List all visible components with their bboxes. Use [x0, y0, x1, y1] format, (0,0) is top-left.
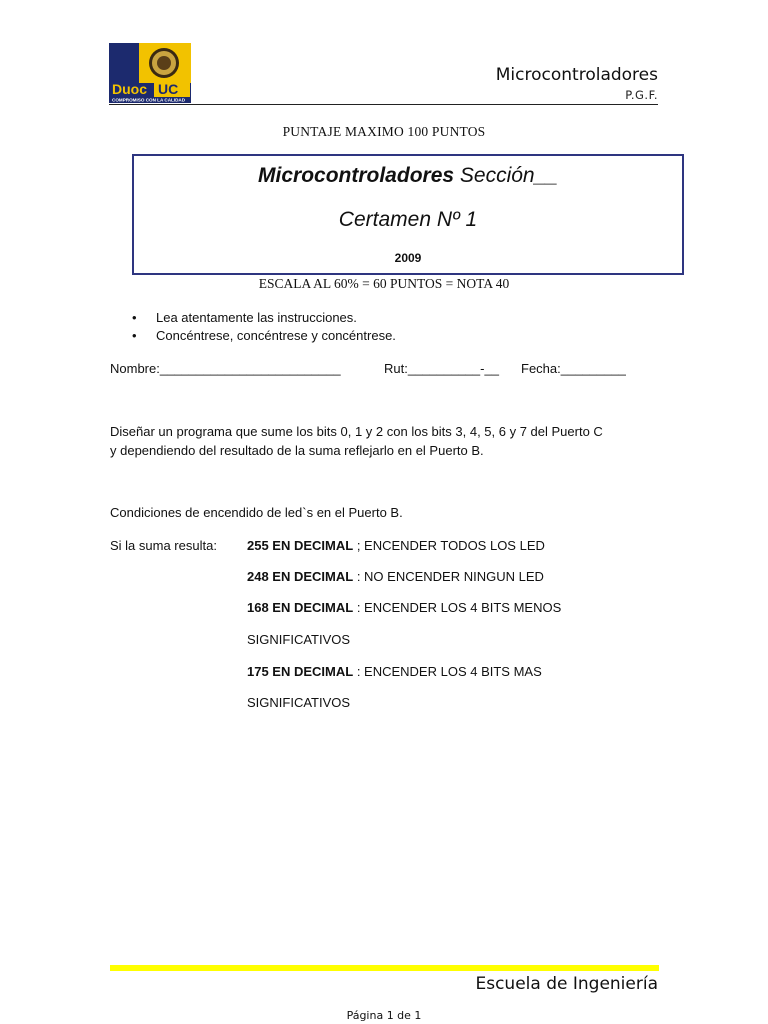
rule-text: SIGNIFICATIVOS — [247, 632, 351, 647]
instruction-text: Lea atentamente las instrucciones. — [156, 310, 357, 325]
problem-statement — [110, 422, 670, 460]
exam-number: Certamen Nº 1 — [338, 208, 478, 231]
section-label: Sección__ — [454, 164, 558, 187]
bullet-icon: • — [132, 328, 137, 343]
rule-value: 168 EN DECIMAL — [247, 600, 354, 615]
name-field[interactable]: Nombre:_________________________ — [110, 361, 341, 376]
rule-text: : NO ENCENDER NINGUN LED — [353, 569, 544, 584]
header-divider — [109, 104, 658, 105]
bullet-icon: • — [132, 310, 137, 325]
svg-text:Duoc: Duoc — [112, 81, 147, 97]
max-score-line: PUNTAJE MAXIMO 100 PUNTOS — [282, 124, 486, 139]
exam-year: 2009 — [394, 251, 422, 265]
date-field[interactable]: Fecha:_________ — [521, 361, 626, 376]
exam-title-line — [134, 164, 682, 188]
header-subtitle: P.G.F. — [625, 88, 658, 102]
rut-field[interactable]: Rut:__________-__ — [384, 361, 499, 376]
footer-divider — [110, 965, 659, 971]
rule-row — [247, 632, 350, 647]
sum-label: Si la suma resulta: — [110, 538, 217, 553]
rule-row — [247, 664, 542, 679]
duoc-uc-logo — [109, 43, 191, 103]
rule-text: : ENCENDER LOS 4 BITS MAS — [353, 664, 542, 679]
list-item — [110, 327, 396, 345]
rule-text: SIGNIFICATIVOS — [247, 695, 351, 710]
rule-row — [247, 569, 544, 584]
list-item — [110, 309, 396, 327]
instruction-text: Concéntrese, concéntrese y concéntrese. — [156, 328, 396, 343]
rule-text: : ENCENDER LOS 4 BITS MENOS — [353, 600, 562, 615]
grading-scale-line: ESCALA AL 60% = 60 PUNTOS = NOTA 40 — [258, 276, 510, 291]
conditions-title: Condiciones de encendido de led`s en el Puerto B. — [110, 505, 403, 520]
logo-tagline: COMPROMISO CON LA CALIDAD — [112, 97, 186, 103]
rule-row — [247, 600, 561, 615]
svg-text:UC: UC — [158, 81, 179, 97]
exam-title-box — [132, 154, 684, 275]
problem-line: Diseñar un programa que sume los bits 0, 1 y 2 con los bits 3, 4, 5, 6 y 7 del Puerto C — [110, 424, 603, 439]
header-title: Microcontroladores — [495, 65, 658, 85]
rule-value: 248 EN DECIMAL — [247, 569, 354, 584]
footer-school: Escuela de Ingeniería — [475, 974, 658, 994]
rule-row — [247, 538, 545, 553]
page-number: Página 1 de 1 — [346, 1009, 422, 1022]
rule-value: 175 EN DECIMAL — [247, 664, 354, 679]
rule-row — [247, 695, 350, 710]
rule-text: ; ENCENDER TODOS LOS LED — [353, 538, 545, 553]
rule-value: 255 EN DECIMAL — [247, 538, 354, 553]
instructions-list — [110, 309, 396, 345]
course-name: Microcontroladores — [258, 164, 455, 187]
problem-line: y dependiendo del resultado de la suma reflejarlo en el Puerto B. — [110, 443, 484, 458]
